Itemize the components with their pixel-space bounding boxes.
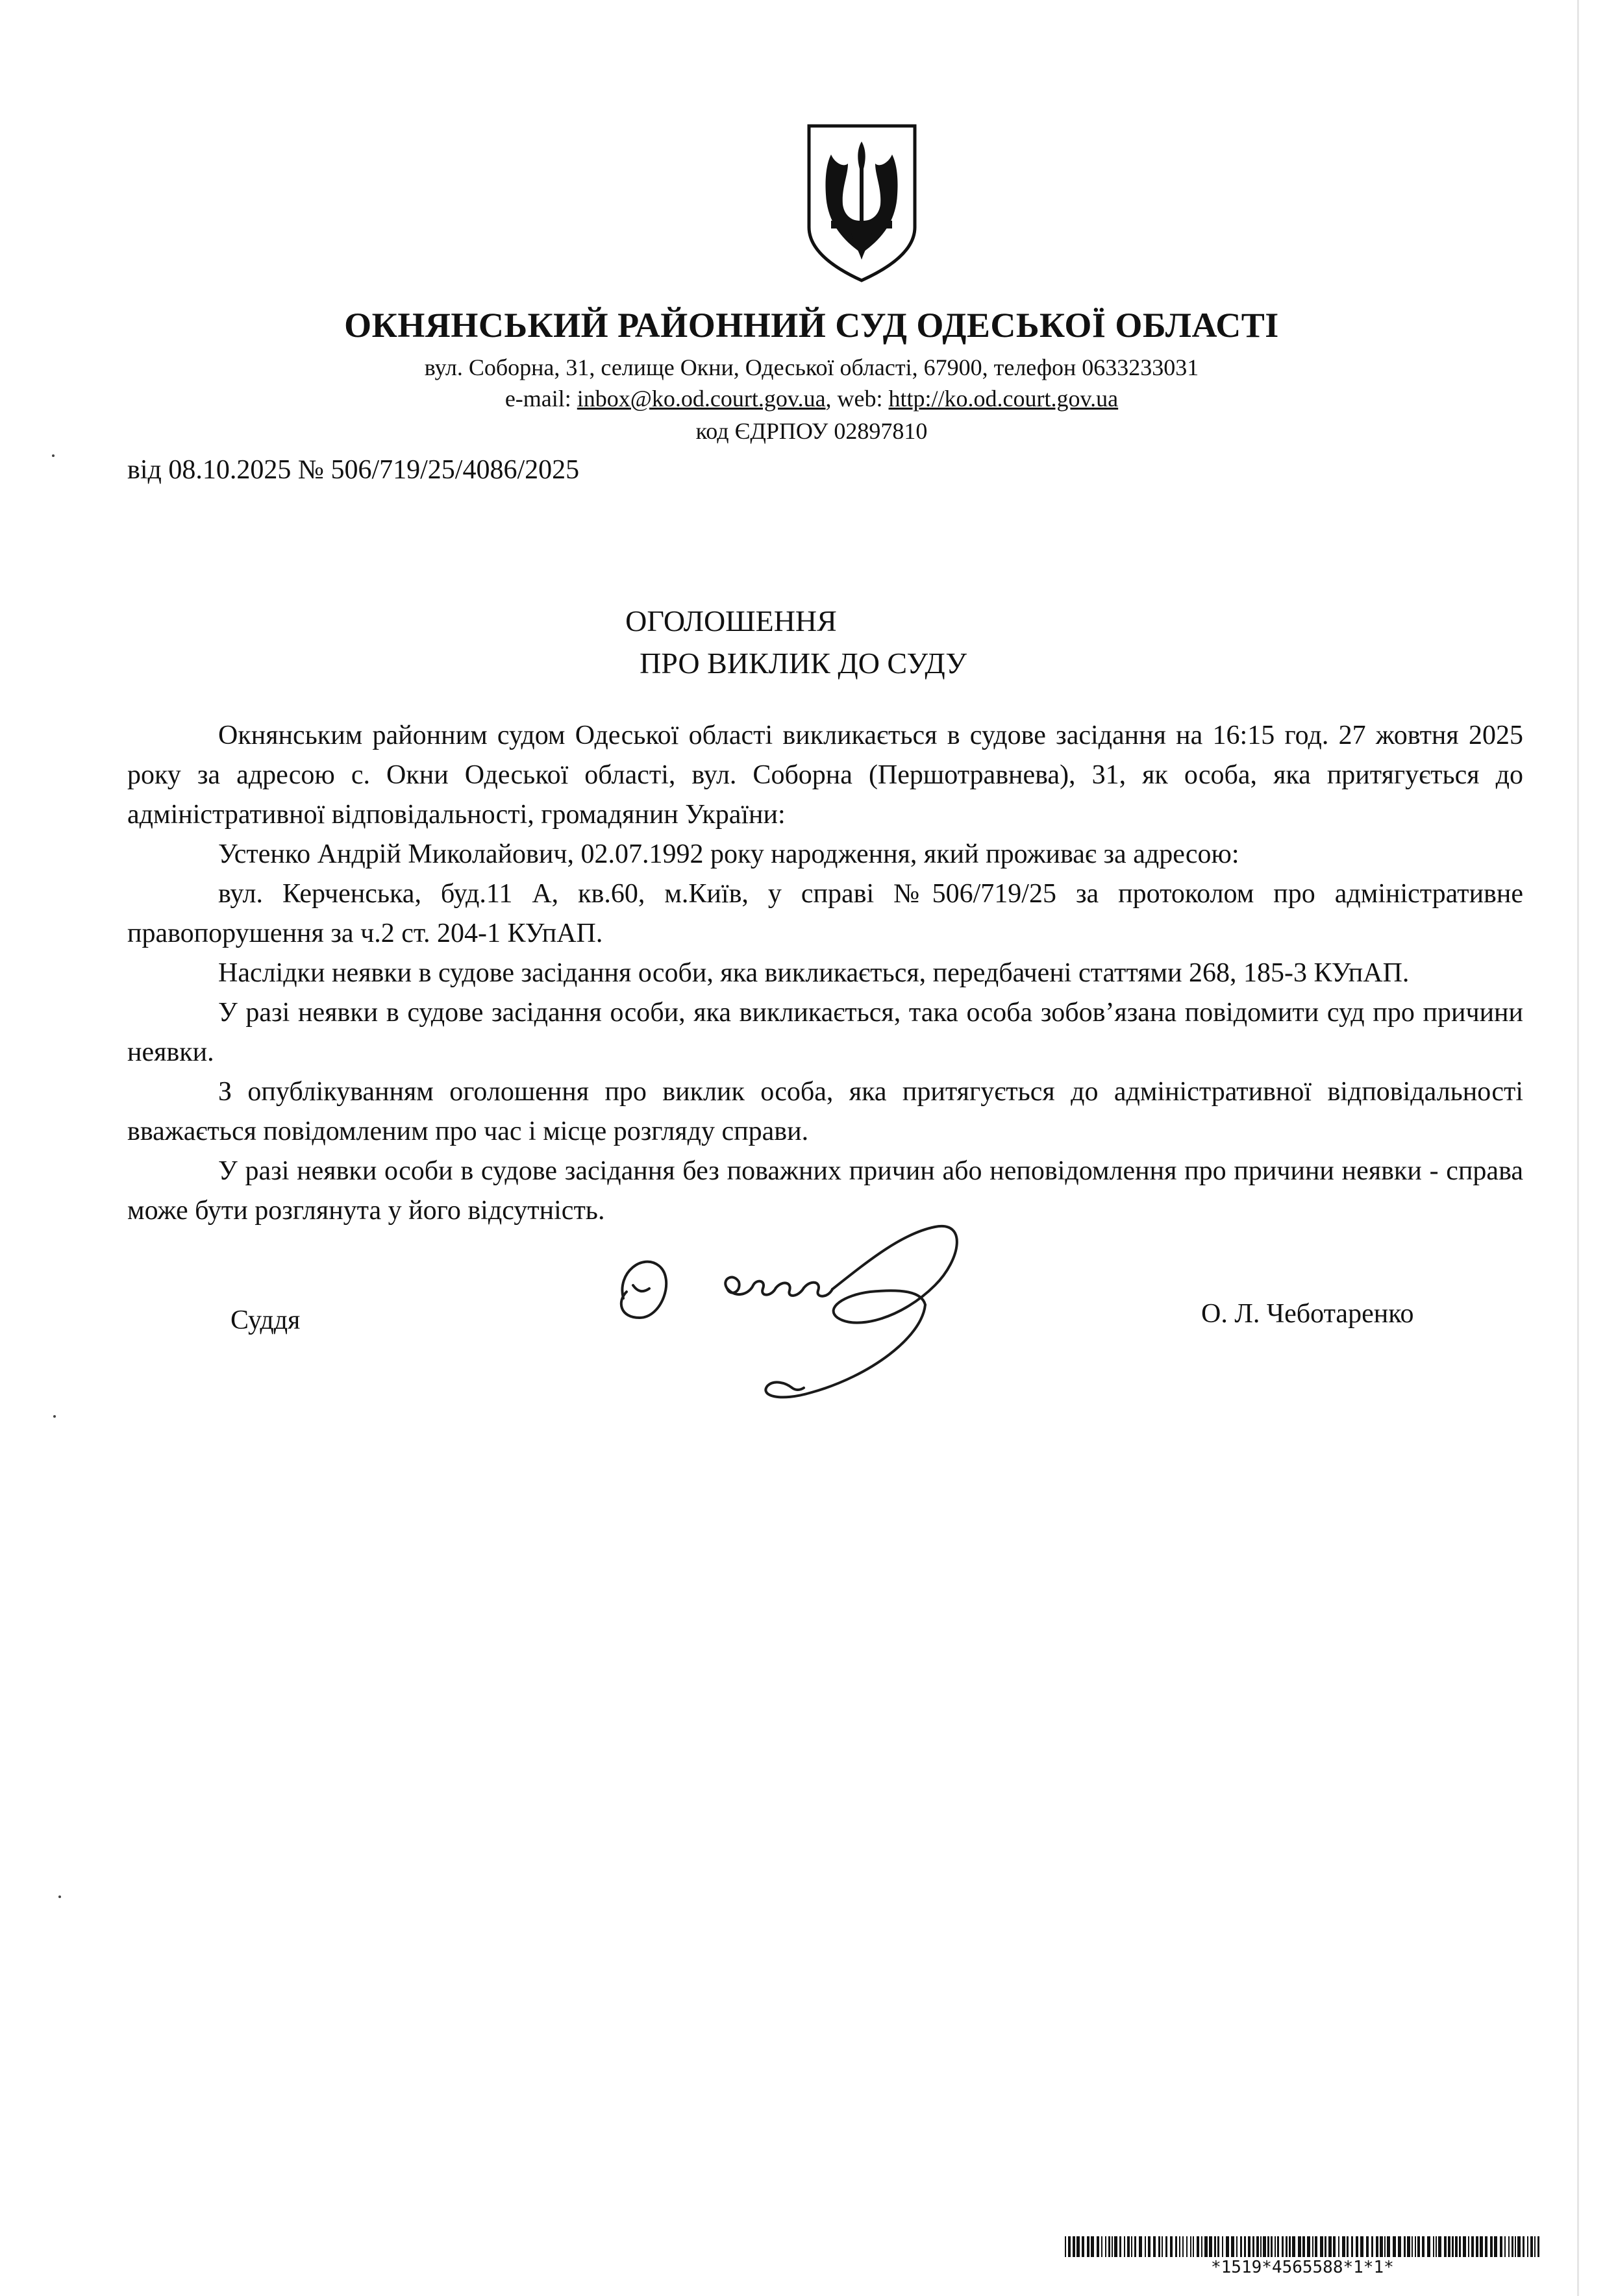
- barcode-text: *1519*4565588*1*1*: [1211, 2258, 1394, 2277]
- paragraph: вул. Керченська, буд.11 А, кв.60, м.Київ, у справі №506/719/25 за протоколом про адміністративне правопорушення за ч.2 ст. 204-1 КУпАП.: [127, 879, 1523, 948]
- barcode-icon: [1065, 2236, 1545, 2257]
- scan-speck: [53, 1415, 56, 1418]
- registration-number: від 08.10.2025 № 506/719/25/4086/2025: [127, 455, 580, 485]
- web-label: , web:: [825, 386, 889, 412]
- paragraph: З опублікуванням оголошення про виклик особа, яка притягується до адміністративної відповідальності вважається повідомленим про час і місце розгляду справи.: [127, 1077, 1523, 1146]
- paragraph: У разі неявки особи в судове засідання без поважних причин або неповідомлення про причини неявки - справа може бути розглянута у його відсутність.: [127, 1156, 1523, 1226]
- scan-edge: [1577, 0, 1579, 2296]
- edrpou-code: код ЄДРПОУ 02897810: [695, 418, 928, 444]
- paragraph: Устенко Андрій Миколайович, 02.07.1992 року народження, який проживає за адресою:: [218, 839, 1239, 869]
- handwritten-signature-icon: [597, 1220, 1039, 1435]
- paragraph: Наслідки неявки в судове засідання особи, яка викликається, передбачені статтями 268, 185-3 КУпАП.: [218, 958, 1410, 988]
- announcement-title: ОГОЛОШЕННЯ: [625, 604, 837, 637]
- court-contacts: [195, 385, 1428, 412]
- email-label: e-mail:: [504, 386, 577, 412]
- web-link[interactable]: http://ko.od.court.gov.ua: [888, 386, 1119, 412]
- paragraph: У разі неявки в судове засідання особи, яка викликається, така особа зобов’язана повідомити суд про причини неявки.: [127, 998, 1523, 1067]
- judge-name: О. Л. Чеботаренко: [1201, 1299, 1414, 1329]
- announcement-body: [127, 716, 1523, 1231]
- scan-speck: [52, 454, 55, 457]
- paragraph: Окнянським районним судом Одеської області викликається в судове засідання на 16:15 год. 27 жовтня 2025 року за адресою с. Окни Одеської області, вул. Соборна (Першотравнева), 31, як особа, яка притягується до адміністративної відповідальності, громадянин України:: [127, 721, 1523, 830]
- scan-speck: [58, 1895, 61, 1898]
- email-link[interactable]: inbox@ko.od.court.gov.ua: [577, 386, 826, 412]
- court-name: ОКНЯНСЬКИЙ РАЙОННИЙ СУД ОДЕСЬКОЇ ОБЛАСТІ: [344, 306, 1279, 345]
- court-address: вул. Соборна, 31, селище Окни, Одеської області, 67900, телефон 0633233031: [424, 354, 1199, 380]
- judge-role: Суддя: [230, 1305, 301, 1335]
- announcement-subtitle: ПРО ВИКЛИК ДО СУДУ: [640, 647, 967, 680]
- ukraine-trident-emblem-icon: [805, 123, 919, 282]
